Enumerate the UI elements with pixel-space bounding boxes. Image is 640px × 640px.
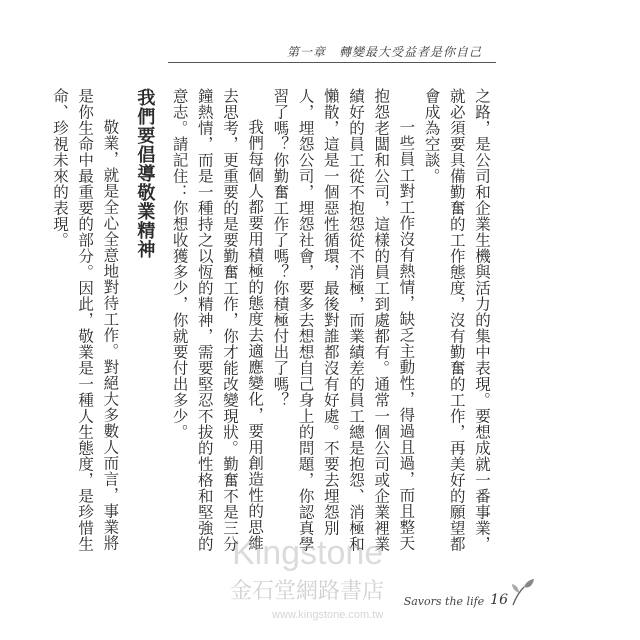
chapter-header: 第一章 轉變最大受益者是你自己	[286, 45, 482, 59]
header-rule	[168, 62, 496, 63]
watermark-chinese: 金石堂網路書店	[230, 579, 385, 604]
page-footer	[404, 592, 508, 608]
paragraph: 敬業，就是全心全意地對待工作。對絕大多數人而言，事業將是你生命中最重要的部分。因此，敬業是一種人生態度，是珍惜生命、珍視未來的表現。	[50, 88, 120, 552]
section-heading: 我們要倡導敬業精神	[134, 88, 156, 259]
kingstone-watermark	[222, 528, 442, 628]
paragraph: 之路，是公司和企業生機與活力的集中表現。要想成就一番事業，就必須要具備勤奮的工作態度，沒有勤奮的工作，再美好的願望都會成為空談。	[422, 88, 491, 552]
watermark-brand: Kingstone	[232, 534, 384, 572]
footer-caption: Savors the life	[403, 595, 485, 608]
paragraph: 我們每個人都要用積極的態度去適應變化，要用創造性的思維去思考，更重要的是要勤奮工作，你才能改變現狀。勤奮不是三分鐘熱情，而是一種持之以恆的精神，需要堅忍不拔的性格和堅強的意志。請記住：你想收獲多少，你就要付出多少。	[170, 88, 265, 552]
paragraph: 一些員工對工作沒有熱情，缺乏主動性，得過且過，而且整天抱怨老闆和公司，這樣的員工到處都有。通常一個公司或企業裡業績好的員工從不抱怨從不消極，而業績差的員工總是抱怨、消極和懶散，這是一個惡性循環，最後對誰都沒有好處。不要去埋怨別人，埋怨公司，埋怨社會，要多去想想自己身上的問題，你認真學習了嗎？你勤奮工作了嗎？你積極付出了嗎？	[271, 88, 416, 552]
page-number: 16	[490, 592, 508, 608]
leaf-icon	[510, 577, 536, 607]
body-text	[47, 88, 494, 558]
watermark-url: www.kingstone.com.tw	[272, 609, 384, 621]
